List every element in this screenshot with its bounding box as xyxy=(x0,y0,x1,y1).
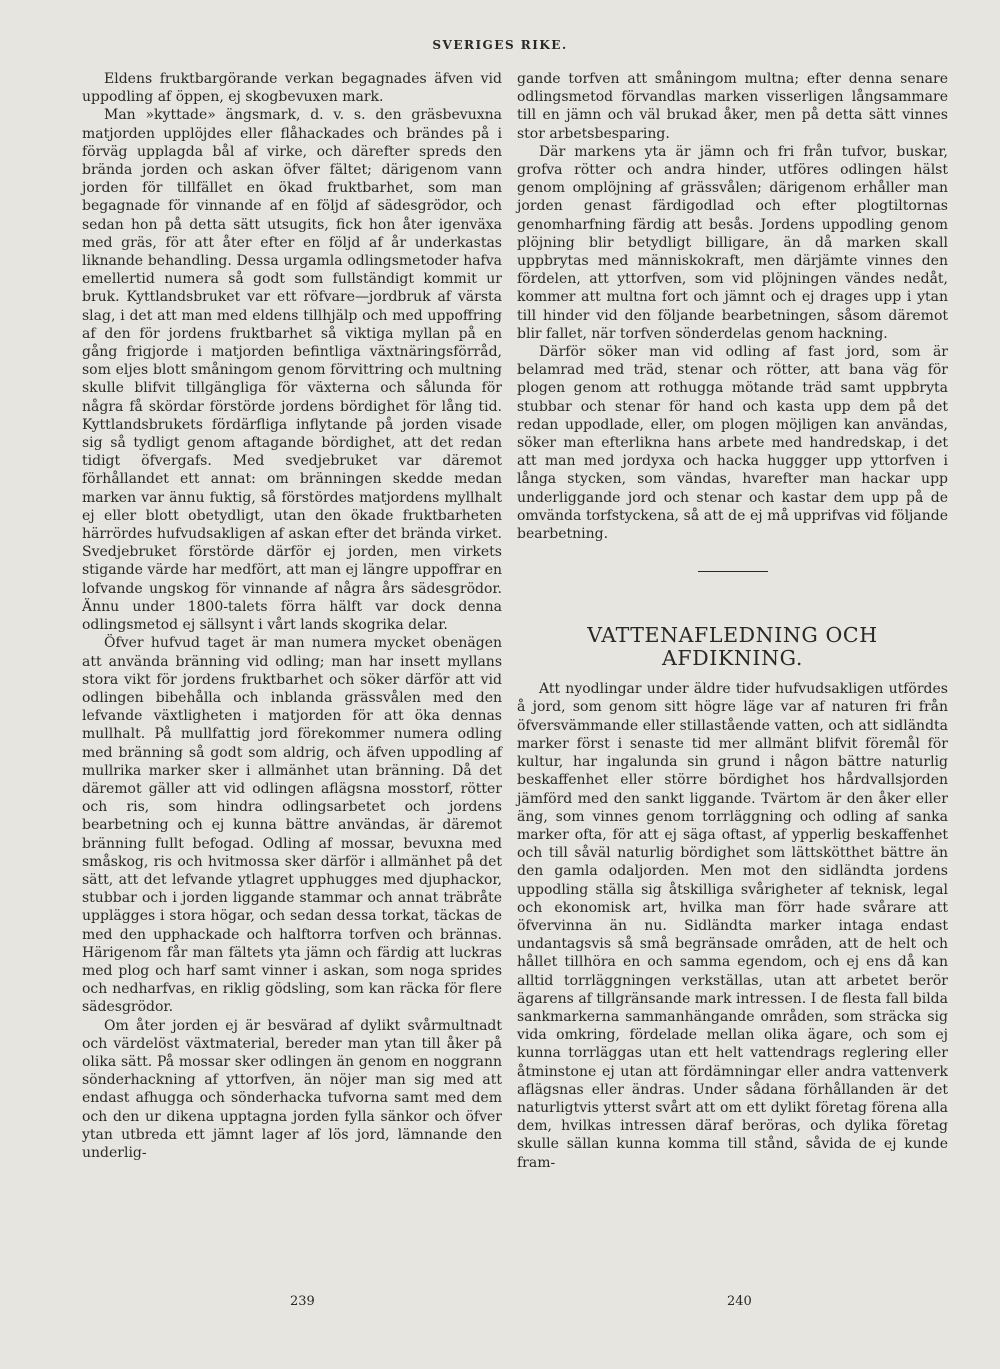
section-heading-line-1: VATTENAFLEDNING OCH xyxy=(587,623,878,648)
left-paragraph-1: Eldens fruktbargörande verkan begagnades äfven vid uppodling af öppen, ej skogbevuxen mark. xyxy=(82,71,502,106)
section-heading-line-2: AFDIKNING. xyxy=(661,646,803,671)
right-paragraph-4: Att nyodlingar under äldre tider hufvudsakligen utfördes å jord, som genom sitt högre läge var af naturen fri från öfversvämmande eller stillastående vatten, och att sidländta marker först i senaste tid mer allmänt blifvit föremål för kultur, har ingalunda sin grund i någon bättre naturlig beskaffenhet eller större bördighet hos hårdvallsjorden jämförd med den sankt liggande. Tvärtom är den åker eller äng, som vinnes genom torrläggning och odling af sanka marker ofta, för att ej säga oftast, af ypperlig beskaffenhet och till såväl naturlig bördighet som lättskötthet bättre än den gamla odaljorden. Men mot den sidländta jordens uppodling ställa sig åtskilliga svårigheter af teknisk, legal och ekonomisk art, hvilka man förr hade svårare att öfvervinna än nu. Sidländta marker intaga endast undantagsvis så små begränsade områden, att de helt och hållet tillhöra en och samma egendom, och ej ens då kan alltid torrläggningen verkställas, utan att arbetet berör ägarens af tillgränsande mark intressen. I de flesta fall bilda sankmarkerna sammanhängande områden, som sträcka sig vida omkring, fördelade mellan olika ägare, och som ej kunna torrläggas utan ett helt vattendrags reglering eller åtminstone ej utan att fördämningar eller andra vattenverk aflägsnas eller ändras. Under sådana förhållanden är det naturligtvis ytterst svårt att om ett dylikt företag förena alla dem, hvilkas intressen däraf beröras, och dylika företag skulle sällan kunna komma till stånd, såvida de ej kunde fram- xyxy=(517,681,948,1171)
right-paragraph-1: gande torfven att småningom multna; efter denna senare odlingsmetod förvandlas marken visserligen långsammare till en jämn och väl brukad åker, men på detta sätt vinnes stor arbetsbesparing. xyxy=(517,71,948,142)
right-paragraph-3: Därför söker man vid odling af fast jord, som är belamrad med träd, stenar och rötter, att bana väg för plogen genom att rothugga mötande träd samt uppbryta stubbar och stenar för hand och kasta upp dem på det redan uppodlade, eller, om plogen möjligen kan användas, söker man efterlikna hans arbete med handredskap, i det att man med jordyxa och hacka huggger upp yttorfven i långa stycken, som vändas, hvarefter man hackar upp underliggande jord och stenar och kastar dem upp på de omvända torfstyckena, så att de ej må upprifvas vid följande bearbetning. xyxy=(517,344,948,543)
right-paragraph-2: Där markens yta är jämn och fri från tufvor, buskar, grofva rötter och andra hinder, utföres odlingen hälst genom omplöjning af grässvålen; därigenom erhåller man jorden genast färdigodlad och efter plogtiltornas genomharfning färdig att besås. Jordens uppodling genom plöjning blir betydligt billigare, än då marken skall uppbrytas med människokraft, men därjämte vinnes den fördelen, att yttorfven, som vid plöjningen vändes nedåt, kommer att multna fort och jämnt och ej drages upp i ytan till hinder vid den följande bearbetningen, såsom däremot blir fallet, när torfven sönderdelas genom hackning. xyxy=(517,143,948,342)
section-heading xyxy=(517,624,948,670)
page-number-left: 239 xyxy=(290,1294,315,1309)
page-number-right: 240 xyxy=(727,1294,752,1309)
left-paragraph-4: Om åter jorden ej är besvärad af dylikt svårmultnadt och värdelöst växtmaterial, bereder man ytan till åker på olika sätt. På mossar sker odlingen än genom en noggrann sönderhackning af yttorfven, än nöjer man sig med att endast afhugga och sönderhacka tufvorna samt med dem och den ur dikena upptagna jorden fylla sänkor och öfver ytan utbreda ett jämnt lager af lös jord, lämnande den underlig- xyxy=(82,1017,502,1161)
section-divider xyxy=(698,571,768,572)
left-paragraph-2: Man »kyttade» ängsmark, d. v. s. den gräsbevuxna matjorden upplöjdes eller flåhackades och brändes på i förväg upplagda bål af virke, och därefter spreds den brända jorden och askan öfver fältet; därigenom vann jorden för tillfället en ökad fruktbarhet, som man begagnade för vinnande af en följd af sädesgrödor, och sedan hon på detta sätt utsugits, fick hon åter igenväxa med gräs, för att åter efter en följd af år underkastas liknande behandling. Dessa urgamla odlingsmetoder hafva emellertid numera så godt som fullständigt kommit ur bruk. Kyttlandsbruket var ett röfvare—jordbruk af värsta slag, i det att man med eldens tillhjälp och med uppoffring af den för jordens fruktbarhet så viktiga myllan på en gång frigjorde i matjorden befintliga växtnäringsförråd, som eljes blott småningom genom förvittring och multning skulle blifvit tillgängliga för växterna och sålunda för några få skördar förstörde jordens bördighet för lång tid. Kyttlandsbrukets fördärfliga inflytande på jorden visade sig så tydligt genom aftagande bördighet, att det redan tidigt öfvergafs. Med svedjebruket var däremot förhållandet ett annat: om bränningen skedde medan marken var ännu fuktig, så förstördes matjordens myllhalt ej eller blott obetydligt, utan den ökade fruktbarheten härrördes hufvudsakligen af askan efter det brända virket. Svedjebruket förstörde därför ej jorden, men virkets stigande värde har medfört, att man ej längre uppoffrar en lofvande ungskog för vinnande af några års sädesgrödor. Ännu under 1800-talets förra hälft var dock denna odlingsmetod ej sällsynt i vårt lands skogrika delar. xyxy=(82,107,502,634)
left-paragraph-3: Öfver hufvud taget är man numera mycket obenägen att använda bränning vid odling; man har insett myllans stora vikt för jordens fruktbarhet och söker därför att vid odlingen bibehålla och inblanda grässvålen med den lefvande växtligheten i matjorden för att öka dennas mullhalt. På mullfattig jord förekommer numera odling med bränning så godt som aldrig, och äfven uppodling af mullrika marker sker i allmänhet utan bränning. Då det däremot gäller att vid odlingen aflägsna mosstorf, rötter och ris, som hindra odlingsarbetet och jordens bearbetning och ej kunna bättre användas, är däremot bränning fullt befogad. Odling af mossar, bevuxna med småskog, ris och hvitmossa sker därför i allmänhet på det sätt, att det lefvande ytlagret upphugges med djuphackor, stubbar och i jorden liggande stammar och annat träbråte uppläggеs i stora högar, och sedan dessa torkat, täckas de med den upphackade och halftorra torfven och brännas. Härigenom får man fältets yta jämn och färdig att luckras med plog och harf samt vinner i askan, som noga sprides och nedharfvas, en riklig gödsling, som kan räcka för flere sädesgrödor. xyxy=(82,635,502,1016)
left-column xyxy=(82,70,502,1162)
running-head: SVERIGES RIKE. xyxy=(432,38,568,52)
right-column xyxy=(517,70,948,1172)
